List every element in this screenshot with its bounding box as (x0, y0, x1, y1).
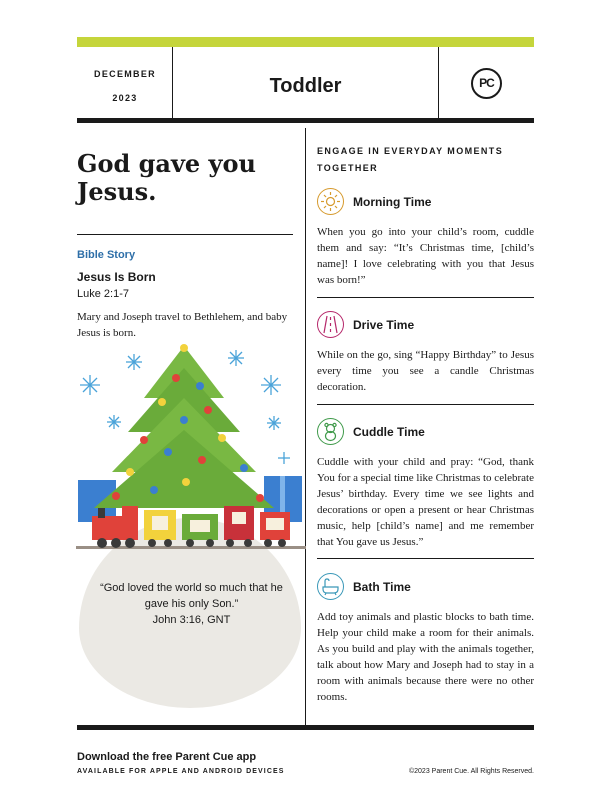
section-divider (317, 404, 534, 405)
section-divider (317, 558, 534, 559)
section-body: When you go into your child’s room, cuddle them and say: “It’s Christmas time, [child’s name]! I love celebrating with you that Jesus was born!” (317, 226, 534, 286)
memory-verse (94, 580, 289, 628)
title-divider (77, 234, 293, 235)
sun-icon (317, 188, 344, 215)
story-title: Jesus Is Born (77, 270, 156, 284)
section-body: Cuddle with your child and pray: “God, thank You for a special time like Christmas to celebrate Jesus’ birthday. Every time we see lights and decorations or open a present or hear Christmas music, help [child’s name] and me remember that You gave us Jesus.” (317, 456, 534, 548)
verse-quote: “God loved the world so much that he gave his only Son.” (100, 582, 283, 610)
christmas-tree-train-illustration (76, 340, 306, 562)
parent-cue-logo: PC (471, 68, 502, 99)
app-download-link[interactable]: Download the free Parent Cue app (77, 751, 257, 763)
app-availability-note: AVAILABLE FOR APPLE AND ANDROID DEVICES (77, 768, 285, 775)
story-summary: Mary and Joseph travel to Bethlehem, and baby Jesus is born. (77, 311, 288, 339)
engage-heading: ENGAGE IN EVERYDAY MOMENTS TOGETHER (317, 146, 504, 173)
page-header (77, 47, 534, 123)
section-title: Bath Time (353, 580, 411, 594)
road-icon (317, 311, 344, 338)
section-title: Morning Time (353, 195, 432, 209)
bible-story-label: Bible Story (77, 249, 136, 261)
top-accent-bar (77, 37, 534, 47)
date-cell (77, 47, 173, 118)
story-reference: Luke 2:1-7 (77, 288, 129, 300)
footer-rule (77, 725, 534, 730)
logo-cell (438, 47, 534, 118)
bathtub-icon (317, 573, 344, 600)
year-label: 2023 (112, 93, 138, 103)
month-label: DECEMBER (94, 69, 156, 79)
page-title: God gave you Jesus. (77, 149, 256, 206)
section-title: Drive Time (353, 318, 415, 332)
section-title: Cuddle Time (353, 425, 425, 439)
verse-reference: John 3:16, GNT (152, 614, 231, 626)
toy-train (92, 506, 290, 548)
copyright-notice: ©2023 Parent Cue. All Rights Reserved. (408, 768, 534, 775)
age-group-title: Toddler (269, 75, 342, 97)
section-body: While on the go, sing “Happy Birthday” to Jesus every time you see a candle Christmas decoration. (317, 349, 534, 393)
section-body: Add toy animals and plastic blocks to bath time. Help your child make a room for their animals. As you build and play with the animals together, talk about how Mary and Joseph had to stay in a room with animals because there were no other rooms. (317, 611, 534, 703)
section-divider (317, 297, 534, 298)
teddy-bear-icon (317, 418, 344, 445)
